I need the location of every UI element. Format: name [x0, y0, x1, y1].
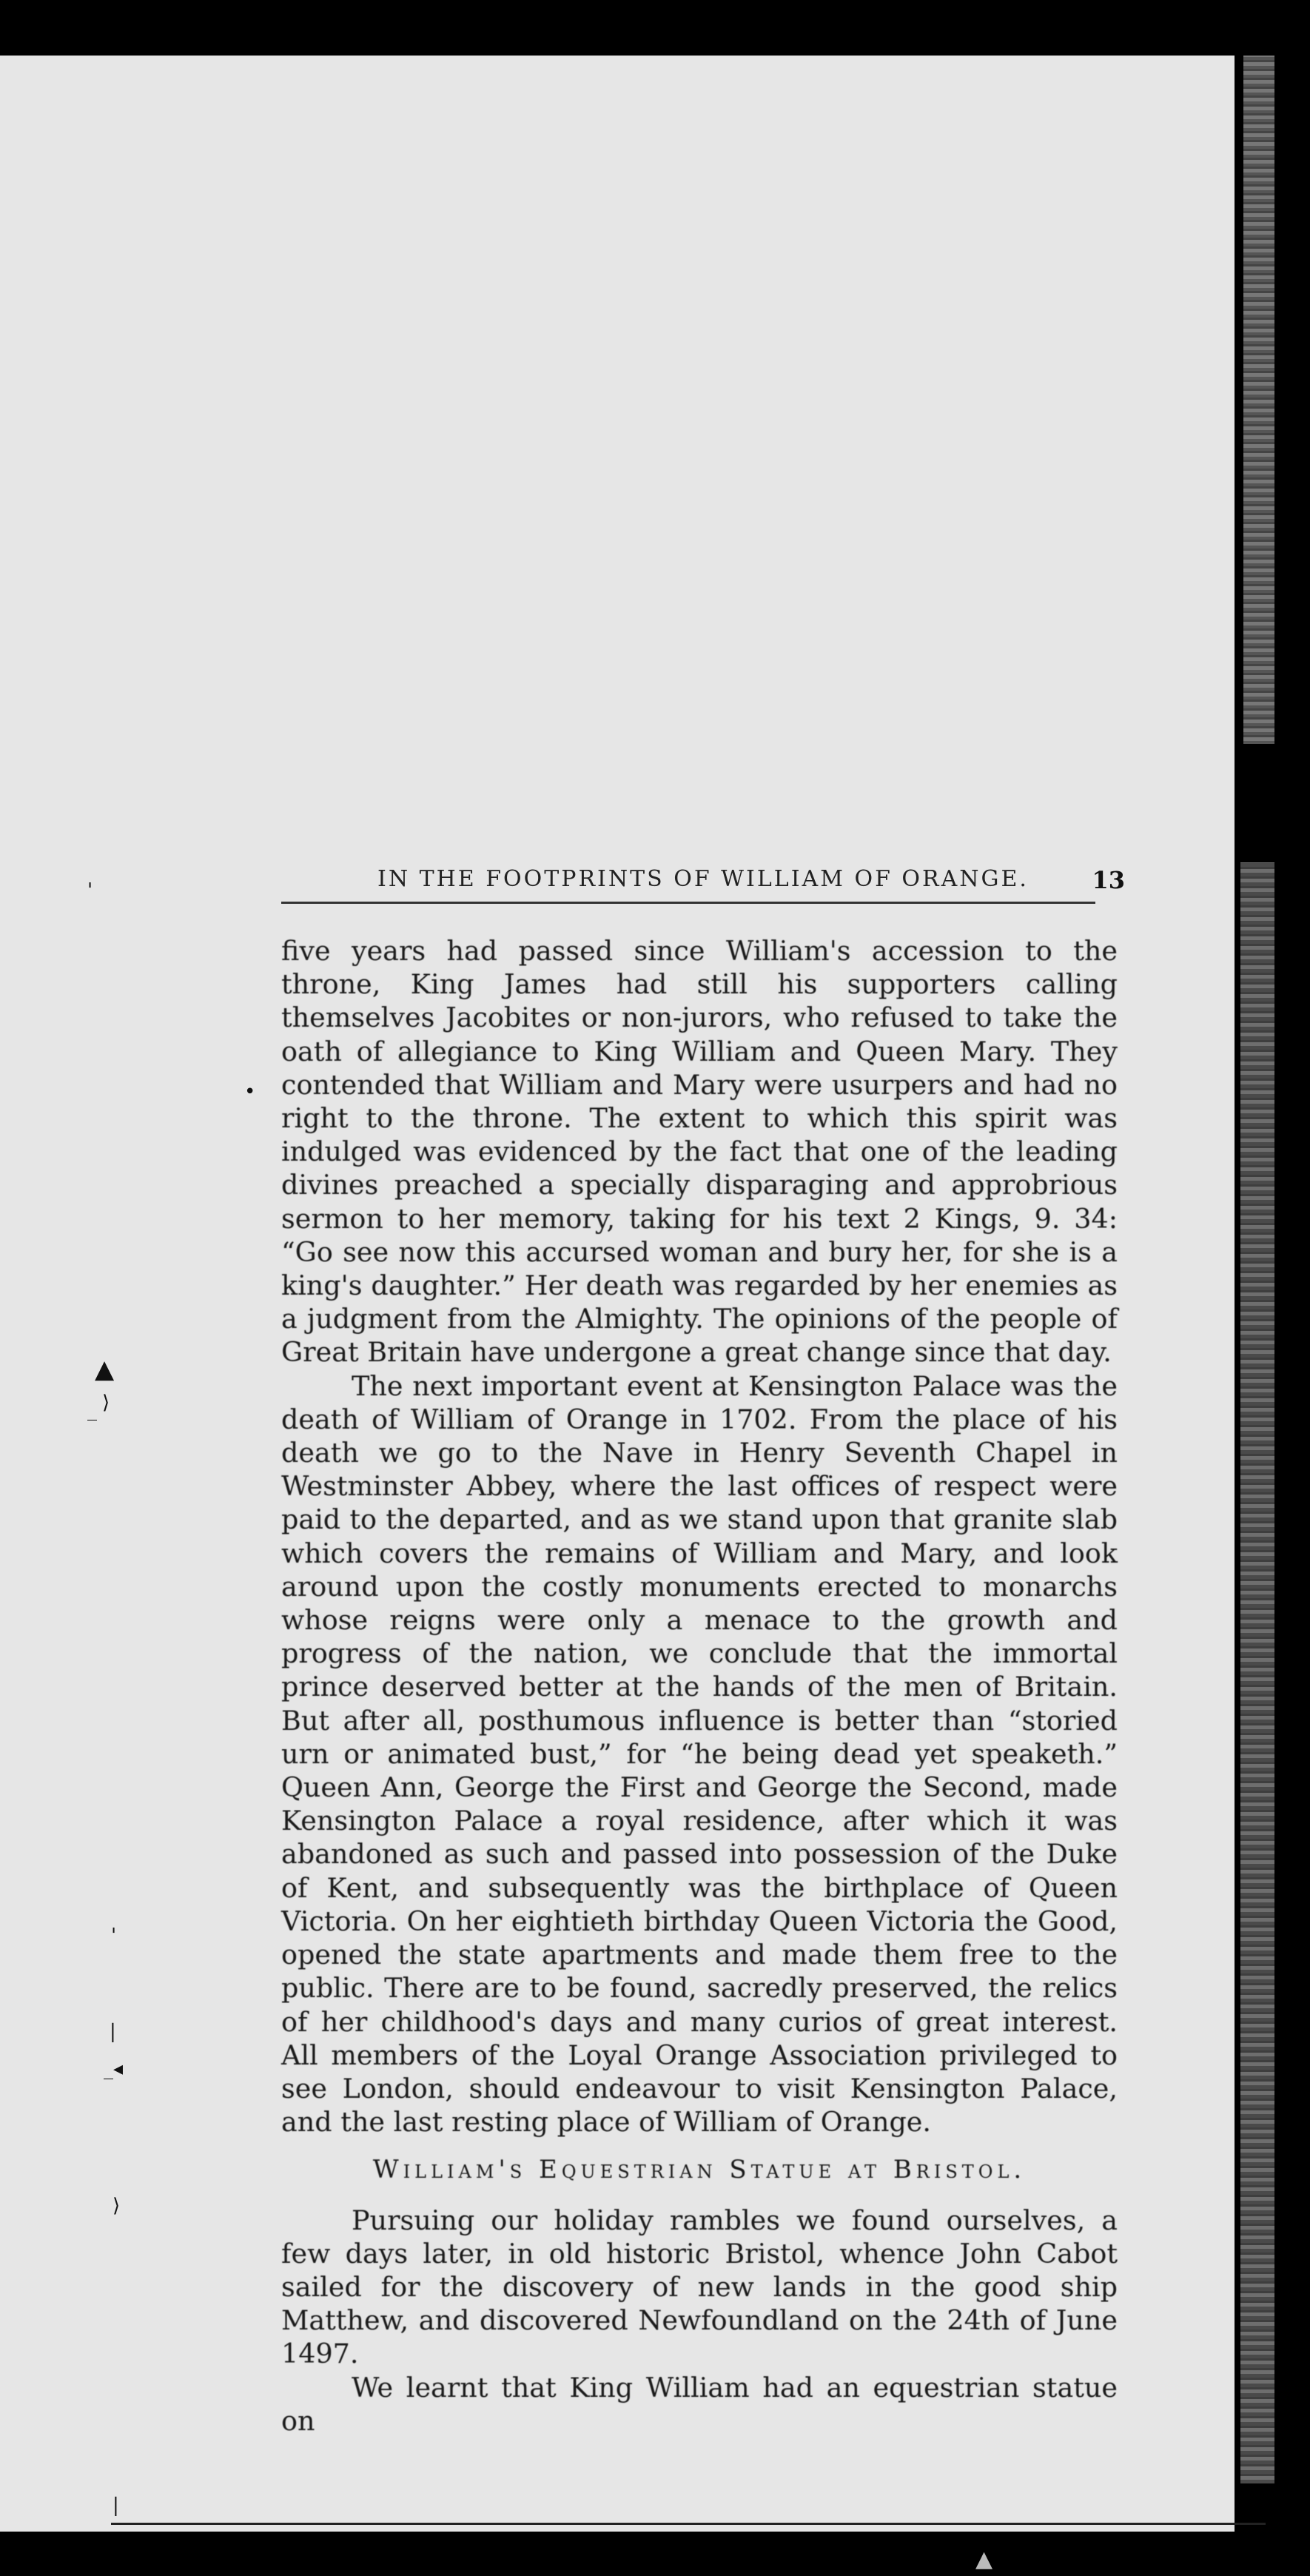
paragraph: Pursuing our holiday rambles we found ourselves, a few days later, in old historic Bristol, whence John Cabot sailed for the discovery of new lands in the good ship Matthew, and discovered Newfoundland on the 24th of June 1497. [281, 2204, 1118, 2370]
paragraph: The next important event at Kensington Palace was the death of William of Orange in 1702. From the place of his death we go to the Nave in Henry Seventh Chapel in Westminster Abbey, where the last offices of respect were paid to the departed, and as we stand upon that granite slab which covers the remains of William and Mary, and look around upon the costly monuments erected to monarchs whose reigns were only a menace to the growth and progress of the nation, we conclude that the immortal prince deserved better at the hands of the men of Britain. But after all, posthumous influence is better than “storied urn or animated bust,” for “he being dead yet speaketh.” Queen Ann, George the First and George the Second, made Kensington Palace a royal residence, after which it was abandoned as such and passed into possession of the Duke of Kent, and subsequently was the birthplace of Queen Victoria. On her eightieth birthday Queen Victoria the Good, opened the state apartments and made them free to the public. There are to be found, sacredly preserved, the relics of her childhood's days and many curios of great interest. All members of the Loyal Orange Association privileged to see London, should endeavour to visit Kensington Palace, and the last resting place of William of Orange. [281, 1369, 1118, 2139]
margin-mark: ▲ [95, 1355, 115, 1384]
margin-mark: _ [87, 1399, 97, 1421]
film-edge-strip [1240, 862, 1274, 2483]
section-heading: William's Equestrian Statue at Bristol. [372, 2155, 1027, 2185]
margin-mark: | [110, 2021, 116, 2043]
running-title: IN THE FOOTPRINTS OF WILLIAM OF ORANGE. [377, 866, 1029, 892]
margin-mark: • [244, 1081, 256, 1103]
paragraph: We learnt that King William had an equestrian statue on [281, 2371, 1118, 2437]
header-rule [281, 902, 1095, 904]
body-text [281, 934, 1118, 2438]
margin-mark: | [112, 2495, 119, 2517]
film-edge-strip [1243, 56, 1274, 744]
paragraph: five years had passed since William's accession to the throne, King James had still his supporters calling themselves Jacobites or non-jurors, who refused to take the oath of allegiance to King William and Queen Mary. They contended that William and Mary were usurpers and had no right to the throne. The extent to which this spirit was indulged was evidenced by the fact that one of the leading divines preached a specially disparaging and approbrious sermon to her memory, taking for his text 2 Kings, 9. 34: “Go see now this accursed woman and bury her, for she is a king's daughter.” Her death was regarded by her enemies as a judgment from the Almighty. The opinions of the people of Great Britain have undergone a great change since that day. [281, 935, 1118, 1369]
page-number: 13 [1092, 866, 1125, 894]
margin-mark: _◂ [104, 2058, 124, 2080]
page-bottom-rule [111, 2523, 1266, 2525]
margin-mark: ' [111, 1925, 117, 1947]
margin-mark: ' [87, 879, 93, 902]
running-header [281, 866, 1125, 910]
margin-mark: ⟩ [102, 1392, 110, 1414]
margin-mark: ▲ [975, 2546, 993, 2572]
margin-mark: ⟩ [112, 2195, 121, 2217]
